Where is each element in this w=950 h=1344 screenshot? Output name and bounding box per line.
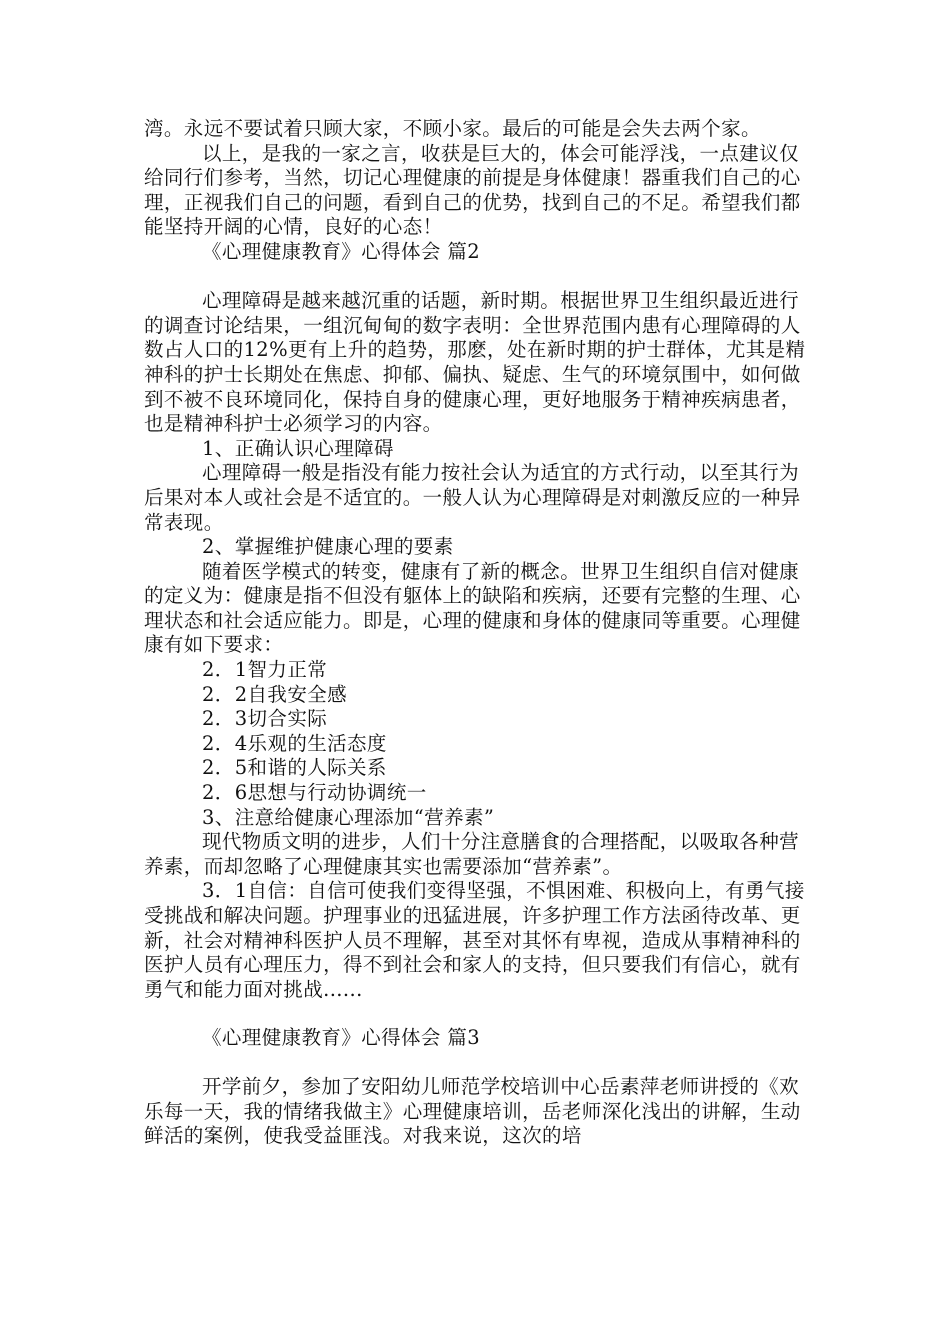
list-item: 2．1智力正常: [202, 658, 328, 682]
paragraph-health-concept: 随着医学模式的转变，健康有了新的概念。世界卫生组织自信对健康的定义为：健康是指不但没有躯体上的缺陷和疾病，还要有完整的生理、心理状态和社会适应能力。即是，心理的健康和身体的健康同等重要。心理健康有如下要求：: [144, 559, 801, 657]
paragraph-continued: 湾。永远不要试着只顾大家，不顾小家。最后的可能是会失去两个家。: [144, 117, 761, 140]
paragraph-intro: 心理障碍是越来越沉重的话题，新时期。根据世界卫生组织最近进行的调查讨论结果，一组沉甸甸的数字表明：全世界范围内患有心理障碍的人数占人口的12%更有上升的趋势，那麽，处在新时期的护士群体，尤其是精神科的护士长期处在焦虑、抑郁、偏执、疑虑、生气的环境氛围中，如何做到不被不良环境同化，保持自身的健康心理，更好地服务于精神疾病患者，也是精神科护士必须学习的内容。: [144, 289, 806, 436]
paragraph-nutrition: 现代物质文明的进步，人们十分注意膳食的合理搭配，以吸取各种营养素，而却忽略了心理健康其实也需要添加“营养素”。: [144, 830, 800, 878]
spacer: [144, 265, 810, 290]
paragraph-definition: 心理障碍一般是指没有能力按社会认为适宜的方式行动，以至其行为后果对本人或社会是不适宜的。一般人认为心理障碍是对刺激反应的一种异常表现。: [144, 461, 801, 534]
document-page: [144, 117, 810, 1149]
spacer: [144, 1051, 810, 1075]
list-item: 2．5和谐的人际关系: [202, 756, 387, 780]
list-item: 2．3切合实际: [202, 707, 328, 731]
section-heading-3: 《心理健康教育》心得体会 篇3: [202, 1026, 481, 1050]
list-item: 2．2自我安全感: [202, 682, 348, 706]
section-heading-2: 《心理健康教育》心得体会 篇2: [202, 239, 481, 263]
list-item: 2．6思想与行动协调统一: [202, 781, 427, 805]
list-item: 2．4乐观的生活态度: [202, 731, 387, 755]
spacer: [144, 1002, 810, 1026]
subheading-1: 1、正确认识心理障碍: [202, 436, 394, 460]
paragraph-training: 开学前夕，参加了安阳幼儿师范学校培训中心岳素萍老师讲授的《欢乐每一天，我的情绪我做主》心理健康培训，岳老师深化浅出的讲解，生动鲜活的案例，使我受益匪浅。对我来说，这次的培: [144, 1074, 801, 1148]
paragraph-conclusion: 以上，是我的一家之言，收获是巨大的，体会可能浮浅，一点建议仅给同行们参考，当然，切记心理健康的前提是身体健康！器重我们自己的心理，正视我们自己的问题，看到自己的优势，找到自己的不足。希望我们都能坚持开阔的心情，良好的心态！: [144, 141, 801, 239]
paragraph-confidence: 3．1自信：自信可使我们变得坚强，不惧困难、积极向上，有勇气接受挑战和解决问题。护理事业的迅猛进展，许多护理工作方法函待改革、更新，社会对精神科医护人员不理解，甚至对其怀有卑视，造成从事精神科的医护人员有心理压力，得不到社会和家人的支持，但只要我们有信心，就有勇气和能力面对挑战......: [144, 879, 805, 1001]
subheading-3: 3、注意给健康心理添加“营养素”: [202, 805, 495, 829]
subheading-2: 2、掌握维护健康心理的要素: [202, 535, 454, 559]
